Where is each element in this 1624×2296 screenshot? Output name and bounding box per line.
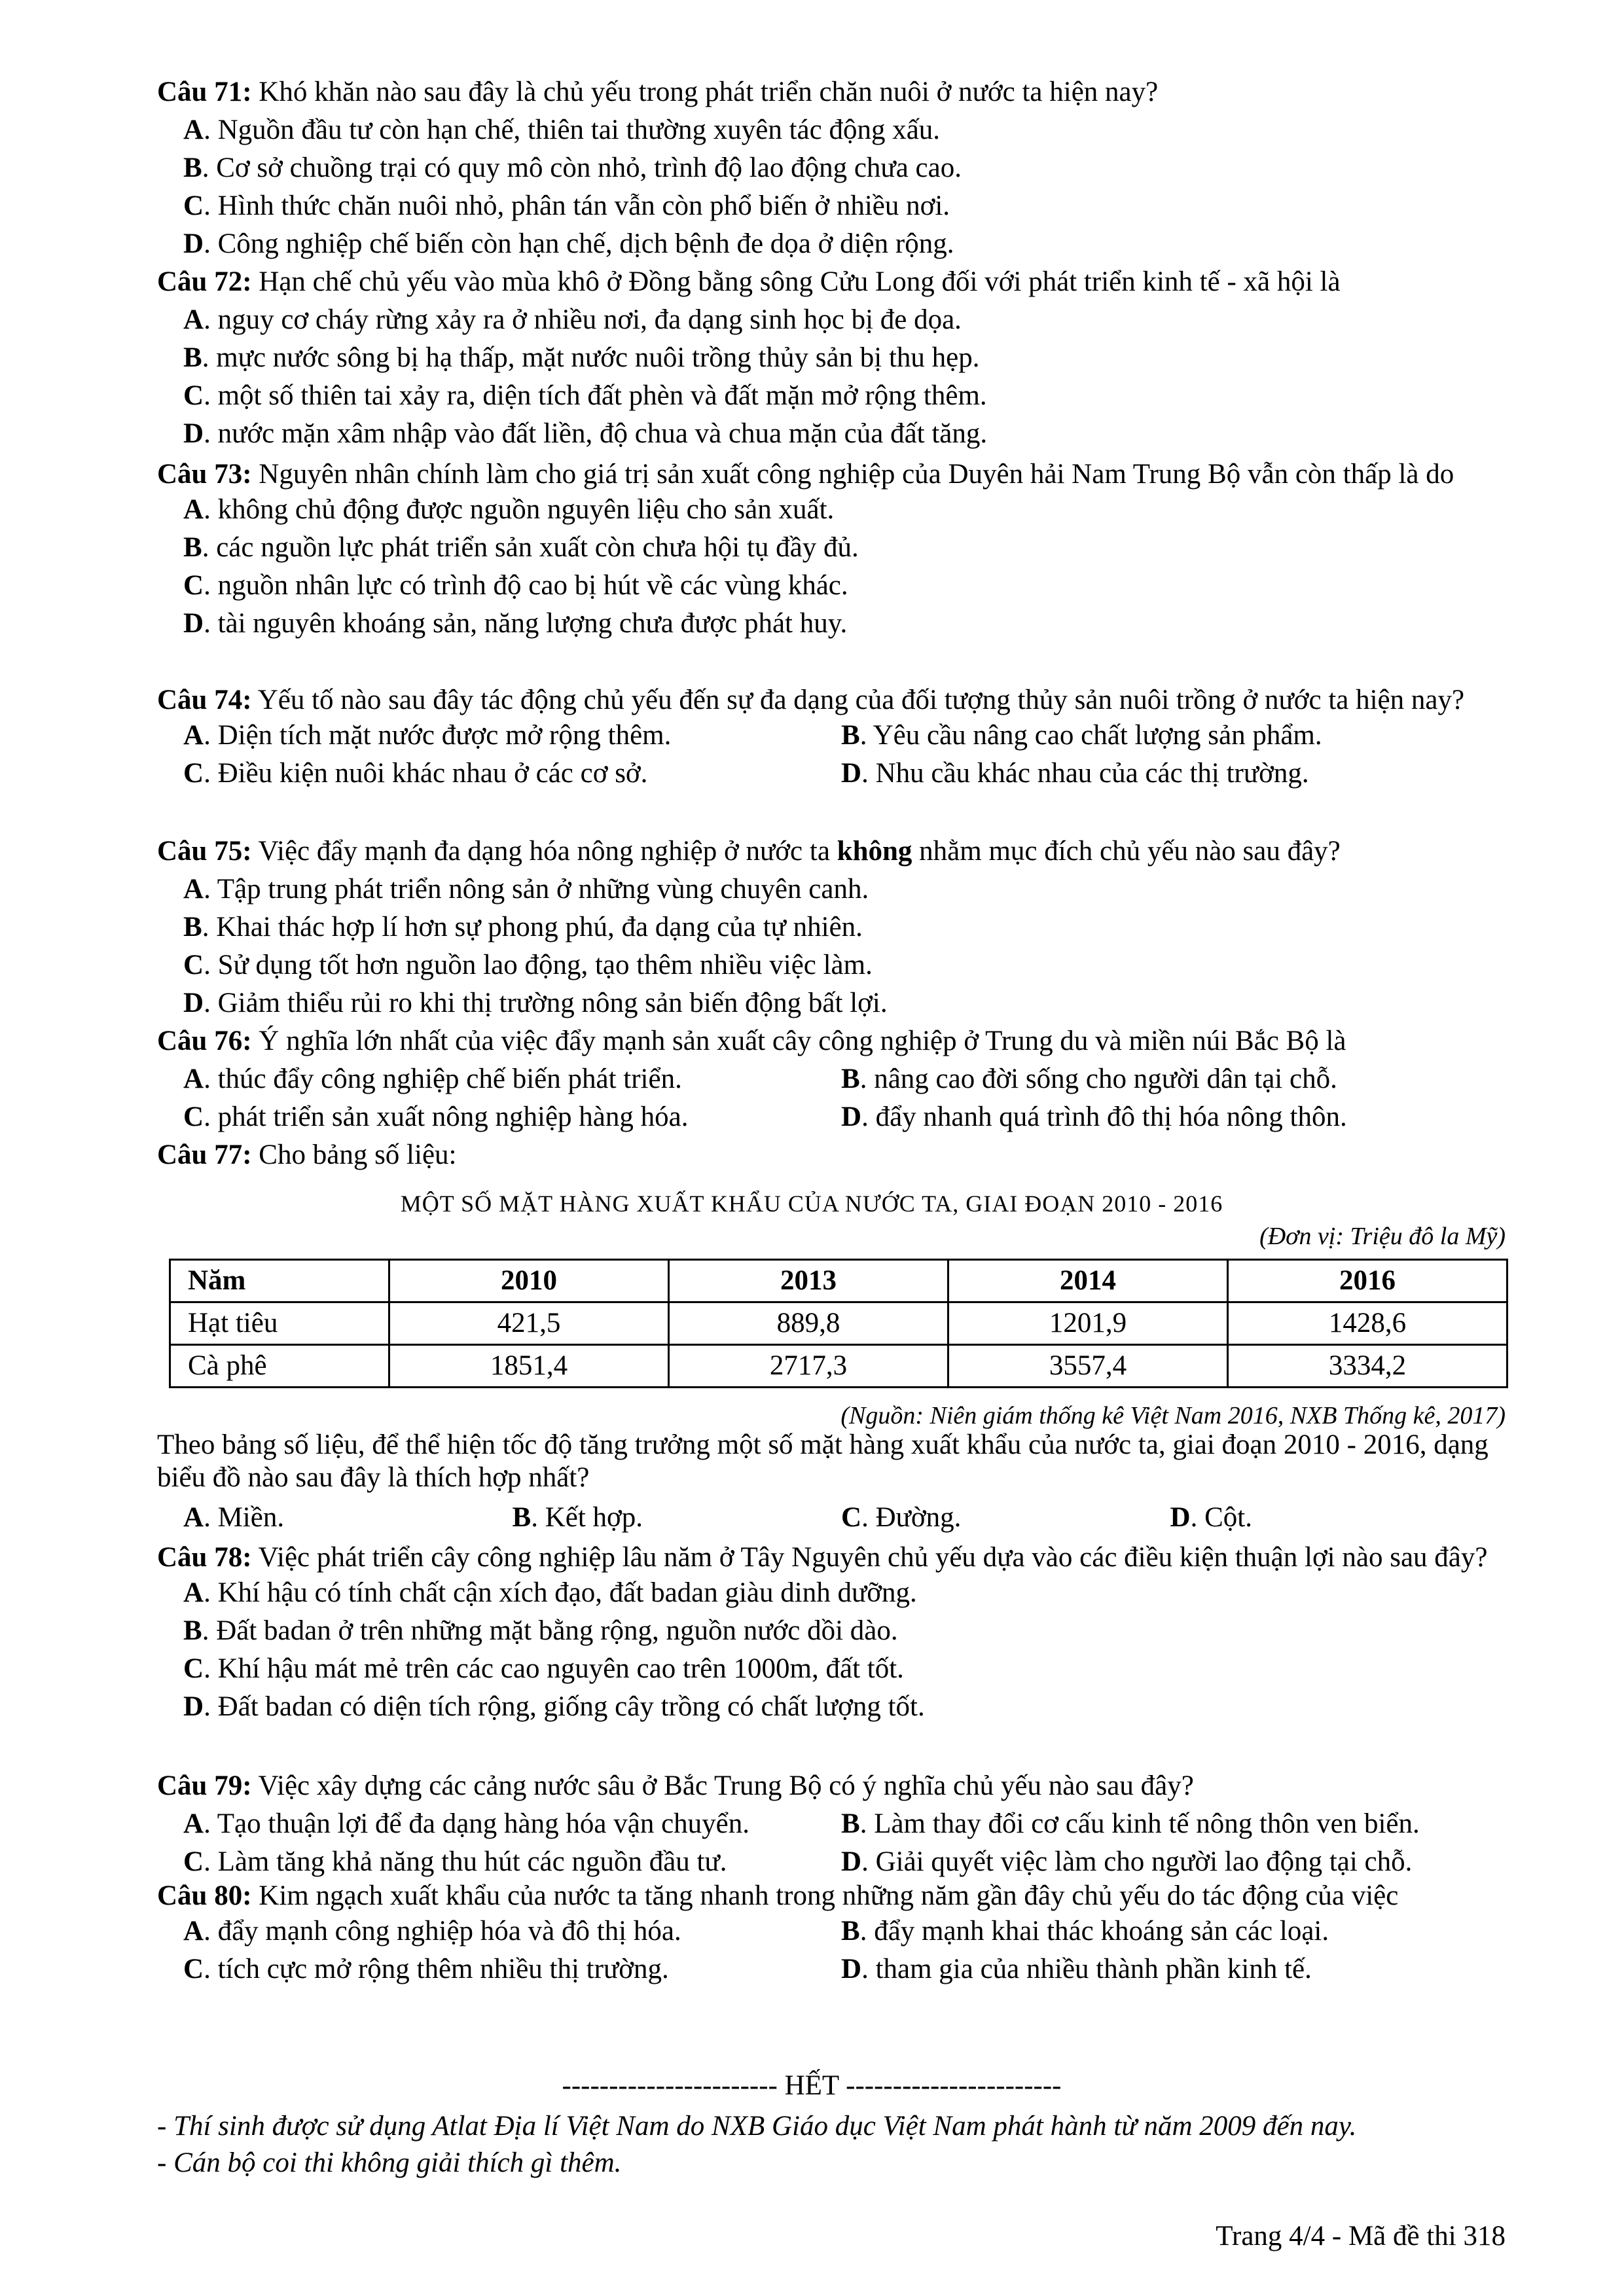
option-b: B. Kết hợp. <box>512 1502 643 1533</box>
option-a: A. nguy cơ cháy rừng xảy ra ở nhiều nơi, đa dạng sinh học bị đe dọa. <box>183 304 962 335</box>
question-79 <box>157 1767 1499 1881</box>
option-c: C. Khí hậu mát mẻ trên các cao nguyên cao trên 1000m, đất tốt. <box>183 1653 904 1684</box>
table-source: (Nguồn: Niên giám thống kê Việt Nam 2016, NXB Thống kê, 2017) <box>840 1402 1506 1429</box>
option-a: A. Tạo thuận lợi để đa dạng hàng hóa vận chuyển. <box>183 1808 749 1839</box>
header-cell: Năm <box>170 1260 389 1302</box>
option-c: C. nguồn nhân lực có trình độ cao bị hút về các vùng khác. <box>183 570 848 601</box>
option-row <box>157 1950 1499 1988</box>
header-cell: 2016 <box>1228 1260 1507 1302</box>
table-header-row <box>170 1260 1507 1302</box>
question-text: Câu 75: Việc đẩy mạnh đa dạng hóa nông nghiệp ở nước ta không nhằm mục đích chủ yếu nào sau đây? <box>157 836 1341 867</box>
export-data-table <box>169 1259 1508 1388</box>
question-number: Câu 72: <box>157 266 252 297</box>
question-text: Câu 77: Cho bảng số liệu: <box>157 1139 457 1170</box>
question-75 <box>157 833 1499 1022</box>
question-number: Câu 76: <box>157 1026 252 1056</box>
question-number: Câu 77: <box>157 1139 252 1170</box>
option-row <box>157 1060 1499 1098</box>
option-a: A. Khí hậu có tính chất cận xích đạo, đất badan giàu dinh dưỡng. <box>183 1577 917 1608</box>
header-cell: 2010 <box>389 1260 669 1302</box>
question-text: Câu 72: Hạn chế chủ yếu vào mùa khô ở Đồng bằng sông Cửu Long đối với phát triển kinh tế - xã hội là <box>157 266 1341 297</box>
option-a: A. không chủ động được nguồn nguyên liệu cho sản xuất. <box>183 494 835 525</box>
exam-note: - Thí sinh được sử dụng Atlat Địa lí Việt Nam do NXB Giáo dục Việt Nam phát hành từ năm 2009 đến nay. <box>157 2111 1357 2142</box>
question-80 <box>157 1880 1499 1988</box>
table-cell: 1428,6 <box>1228 1302 1507 1345</box>
option-d: D. Giảm thiểu rủi ro khi thị trường nông sản biến động bất lợi. <box>183 988 888 1018</box>
option-b: B. Khai thác hợp lí hơn sự phong phú, đa dạng của tự nhiên. <box>183 912 863 942</box>
option-d: D. Giải quyết việc làm cho người lao động tại chỗ. <box>841 1846 1413 1877</box>
option-b: B. mực nước sông bị hạ thấp, mặt nước nuôi trồng thủy sản bị thu hẹp. <box>183 342 980 373</box>
option-c: C. Hình thức chăn nuôi nhỏ, phân tán vẫn còn phổ biến ở nhiều nơi. <box>183 190 950 221</box>
page-footer: Trang 4/4 - Mã đề thi 318 <box>1216 2221 1506 2251</box>
option-row <box>157 717 1499 755</box>
option-a: A. Diện tích mặt nước được mở rộng thêm. <box>183 720 672 751</box>
table-cell: 421,5 <box>389 1302 669 1345</box>
question-77-prompt: Theo bảng số liệu, để thể hiện tốc độ tăng trưởng một số mặt hàng xuất khẩu của nước ta, giai đoạn 2010 - 2016, dạng biểu đồ nào sau đây là thích hợp nhất? <box>157 1429 1489 1493</box>
table-cell: 1201,9 <box>948 1302 1228 1345</box>
option-row <box>157 1912 1499 1950</box>
question-77-options <box>157 1499 1499 1537</box>
option-d: D. nước mặn xâm nhập vào đất liền, độ chua và chua mặn của đất tăng. <box>183 418 988 449</box>
option-d: D. tài nguyên khoáng sản, năng lượng chưa được phát huy. <box>183 608 848 639</box>
option-b: B. Cơ sở chuồng trại có quy mô còn nhỏ, trình độ lao động chưa cao. <box>183 152 962 183</box>
table-cell: 3334,2 <box>1228 1345 1507 1388</box>
option-row <box>157 755 1499 793</box>
question-number: Câu 80: <box>157 1880 252 1911</box>
option-b: B. nâng cao đời sống cho người dân tại chỗ. <box>841 1064 1337 1094</box>
option-b: B. Làm thay đổi cơ cấu kinh tế nông thôn ven biển. <box>841 1808 1420 1839</box>
option-a: A. thúc đẩy công nghiệp chế biến phát triển. <box>183 1064 682 1094</box>
question-text: Câu 74: Yếu tố nào sau đây tác động chủ yếu đến sự đa dạng của đối tượng thủy sản nuôi trồng ở nước ta hiện nay? <box>157 685 1465 715</box>
question-number: Câu 78: <box>157 1542 252 1573</box>
row-label: Cà phê <box>170 1345 389 1388</box>
option-a: A. Nguồn đầu tư còn hạn chế, thiên tai thường xuyên tác động xấu. <box>183 115 941 145</box>
option-row <box>157 1499 1499 1537</box>
option-c: C. Đường. <box>841 1502 962 1533</box>
option-c: C. tích cực mở rộng thêm nhiều thị trường. <box>183 1954 669 1984</box>
option-c: C. Sử dụng tốt hơn nguồn lao động, tạo thêm nhiều việc làm. <box>183 950 873 980</box>
question-text: Câu 71: Khó khăn nào sau đây là chủ yếu trong phát triển chăn nuôi ở nước ta hiện nay? <box>157 77 1159 107</box>
question-71 <box>157 73 1499 263</box>
header-cell: 2013 <box>669 1260 948 1302</box>
option-d: D. Nhu cầu khác nhau của các thị trường. <box>841 758 1309 789</box>
option-d: D. Công nghiệp chế biến còn hạn chế, dịch bệnh đe dọa ở diện rộng. <box>183 228 954 259</box>
option-d: D. đẩy nhanh quá trình đô thị hóa nông thôn. <box>841 1102 1347 1132</box>
question-76 <box>157 1022 1499 1136</box>
question-text: Câu 76: Ý nghĩa lớn nhất của việc đẩy mạnh sản xuất cây công nghiệp ở Trung du và miền núi Bắc Bộ là <box>157 1026 1346 1056</box>
table-unit: (Đơn vị: Triệu đô la Mỹ) <box>1259 1223 1506 1250</box>
option-b: B. Yêu cầu nâng cao chất lượng sản phẩm. <box>841 720 1322 751</box>
end-marker: ----------------------- HẾT ----------------------- <box>562 2070 1062 2101</box>
table-cell: 3557,4 <box>948 1345 1228 1388</box>
option-c: C. một số thiên tai xảy ra, diện tích đất phèn và đất mặn mở rộng thêm. <box>183 380 987 411</box>
question-text: Câu 79: Việc xây dựng các cảng nước sâu ở Bắc Trung Bộ có ý nghĩa chủ yếu nào sau đây? <box>157 1770 1194 1801</box>
option-d: D. Đất badan có diện tích rộng, giống cây trồng có chất lượng tốt. <box>183 1691 925 1722</box>
option-c: C. Làm tăng khả năng thu hút các nguồn đầu tư. <box>183 1846 727 1877</box>
option-b: B. Đất badan ở trên những mặt bằng rộng, nguồn nước dồi dào. <box>183 1615 898 1646</box>
question-text: Câu 78: Việc phát triển cây công nghiệp lâu năm ở Tây Nguyên chủ yếu dựa vào các điều kiện thuận lợi nào sau đây? <box>157 1542 1488 1573</box>
table-cell: 2717,3 <box>669 1345 948 1388</box>
question-number: Câu 73: <box>157 459 252 490</box>
table-row <box>170 1302 1507 1345</box>
header-cell: 2014 <box>948 1260 1228 1302</box>
emphasis-word: không <box>837 836 912 867</box>
question-74 <box>157 684 1499 793</box>
table-cell: 889,8 <box>669 1302 948 1345</box>
question-text: Câu 80: Kim ngạch xuất khẩu của nước ta tăng nhanh trong những năm gần đây chủ yếu do tác động của việc <box>157 1880 1399 1911</box>
option-b: B. đẩy mạnh khai thác khoáng sản các loại. <box>841 1916 1329 1946</box>
option-a: A. Miền. <box>183 1502 285 1533</box>
row-label: Hạt tiêu <box>170 1302 389 1345</box>
question-72 <box>157 263 1499 453</box>
question-text: Câu 73: Nguyên nhân chính làm cho giá trị sản xuất công nghiệp của Duyên hải Nam Trung Bộ vẫn còn thấp là do <box>157 459 1454 490</box>
exam-note: - Cán bộ coi thi không giải thích gì thêm. <box>157 2147 622 2178</box>
option-d: D. Cột. <box>1170 1502 1252 1533</box>
option-row <box>157 1843 1499 1881</box>
option-a: A. Tập trung phát triển nông sản ở những vùng chuyên canh. <box>183 874 869 905</box>
option-row <box>157 1098 1499 1136</box>
table-cell: 1851,4 <box>389 1345 669 1388</box>
question-73 <box>157 458 1499 643</box>
option-a: A. đẩy mạnh công nghiệp hóa và đô thị hóa. <box>183 1916 681 1946</box>
option-b: B. các nguồn lực phát triển sản xuất còn chưa hội tụ đầy đủ. <box>183 532 859 563</box>
question-number: Câu 75: <box>157 836 252 867</box>
option-d: D. tham gia của nhiều thành phần kinh tế. <box>841 1954 1312 1984</box>
table-row <box>170 1345 1507 1388</box>
question-number: Câu 79: <box>157 1770 252 1801</box>
question-78 <box>157 1541 1499 1726</box>
option-c: C. Điều kiện nuôi khác nhau ở các cơ sở. <box>183 758 648 789</box>
question-number: Câu 71: <box>157 77 252 107</box>
question-77 <box>157 1136 1499 1174</box>
option-c: C. phát triển sản xuất nông nghiệp hàng hóa. <box>183 1102 689 1132</box>
option-row <box>157 1805 1499 1843</box>
table-title: MỘT SỐ MẶT HÀNG XUẤT KHẨU CỦA NƯỚC TA, GIAI ĐOẠN 2010 - 2016 <box>400 1191 1223 1217</box>
question-number: Câu 74: <box>157 685 252 715</box>
